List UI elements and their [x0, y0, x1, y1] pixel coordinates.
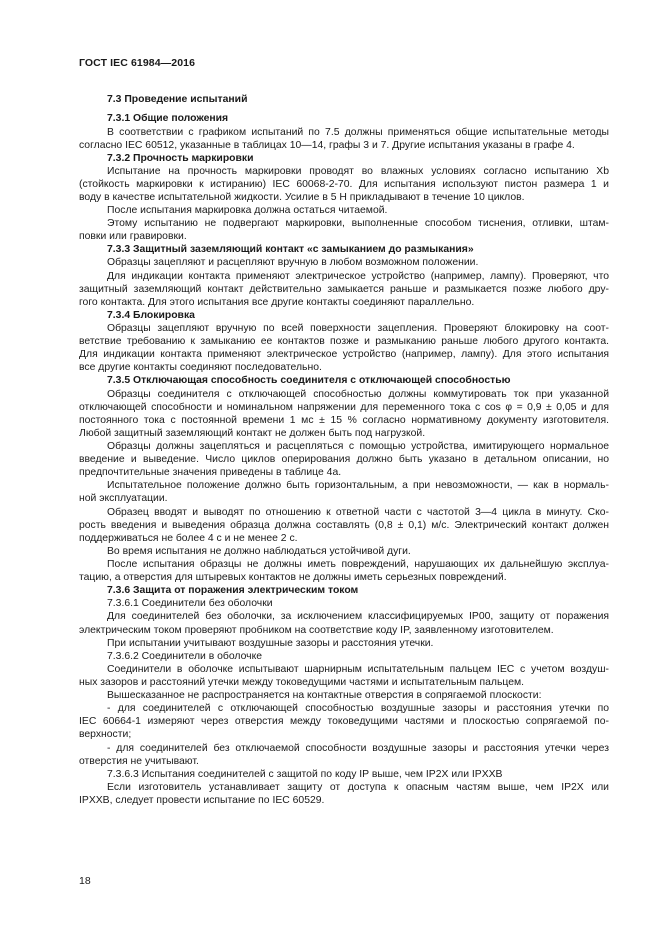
text-line: гого контакта. Для этого испытания все другие контакты соединяют параллельно.: [79, 297, 475, 308]
text-line: электрическим током проверяют пробником на соответствие коду IP, заявленному изготовителем.: [79, 625, 554, 636]
text-line: 7.3.6.2 Соединители в оболочке: [107, 651, 263, 662]
text-line: 7.3.6.3 Испытания соединителей с защитой по коду IP выше, чем IP2X или IPXXB: [107, 769, 503, 780]
text-line: Образец вводят и выводят по отношению к ответной части с частотой 3—4 цикла в минуту. Ско-: [107, 507, 609, 518]
text-line: отверстия не учитывают.: [79, 756, 199, 767]
text-line: IEC 60664-1 измеряют через отверстия между токоведущими частями и плоскостью сопрягаемой по-: [79, 716, 609, 727]
text-line: Образцы должны зацепляться и расцепляться с помощью устройства, имитирующего нормальное: [107, 441, 609, 452]
text-line: верхности;: [79, 729, 132, 740]
text-line: После испытания образцы не должны иметь повреждений, нарушающих их дальнейшую эксплуа-: [107, 559, 609, 570]
page-number: 18: [79, 875, 91, 887]
text-line: Испытательное положение должно быть горизонтальным, а при невозможности, — как в нормаль-: [107, 480, 609, 491]
text-line: повки или гравировки.: [79, 231, 187, 242]
text-line: При испытании учитывают воздушные зазоры и расстояния утечки.: [107, 638, 434, 649]
text-line: - для соединителей с отключающей способностью воздушные зазоры и расстояния утечки по: [107, 703, 609, 714]
text-line: Образцы зацепляют вручную по всей поверхности зацепления. Проверяют блокировку на соот-: [107, 323, 609, 334]
text-line: Для индикации контакта применяют электрическое устройство (например, лампу). Для этого испытания: [79, 349, 609, 360]
section-heading: 7.3.2 Прочность маркировки: [107, 153, 254, 164]
text-line: поддерживаться не более 4 с и не менее 2 с.: [79, 533, 298, 544]
text-line: постоянного тока с постоянной времени 1 мс ± 15 % согласно нормативному документу изготовителя.: [79, 415, 609, 426]
section-heading: 7.3.6 Защита от поражения электрическим током: [107, 585, 359, 596]
text-line: 7.3.6.1 Соединители без оболочки: [107, 598, 273, 609]
text-line: Для соединителей без оболочки, за исключением классифицируемых IP00, защиту от поражения: [107, 611, 609, 622]
text-line: Испытание на прочность маркировки проводят во влажных условиях согласно испытанию Xb: [107, 166, 609, 177]
text-line: После испытания маркировка должна остаться читаемой.: [107, 205, 388, 216]
text-line: Вышесказанное не распространяется на контактные отверстия в сопрягаемой плоскости:: [107, 690, 542, 701]
section-heading: 7.3.4 Блокировка: [107, 310, 195, 321]
text-line: тацию, а отверстия для штыревых контактов не должны иметь серьезных повреждений.: [79, 572, 507, 583]
text-line: Для индикации контакта применяют электрическое устройство (например, лампу). Проверяют, что: [107, 271, 609, 282]
text-line: Если изготовитель устанавливает защиту от доступа к опасным частям выше, чем IP2X или: [107, 782, 609, 793]
document-header: ГОСТ IEC 61984—2016: [79, 57, 196, 69]
text-line: (стойкость маркировки к истиранию) IEC 60068-2-70. Для испытания используют пистон размера 1 и: [79, 179, 609, 190]
text-line: В соответствии с графиком испытаний по 7.5 должны применяться общие испытательные методы: [107, 127, 609, 138]
text-line: IPXXB, следует провести испытание по IEC 60529.: [79, 795, 325, 806]
section-heading: 7.3 Проведение испытаний: [107, 94, 248, 105]
text-line: ветствие требованию к замыканию ее контактов позже и размыканию раньше любого другого контакта.: [79, 336, 609, 347]
text-line: рость введения и выведения образца должна составлять (0,8 ± 0,1) м/с. Электрический контакт должен: [79, 520, 609, 531]
text-line: согласно IEC 60512, указанные в таблицах 10—14, графы 3 и 7. Другие испытания указаны в графе 4.: [79, 140, 575, 151]
section-heading: 7.3.3 Защитный заземляющий контакт «с замыканием до размыкания»: [107, 244, 474, 255]
text-line: - для соединителей без отключаемой способности воздушные зазоры и расстояния утечки через: [107, 743, 609, 754]
text-line: Образцы соединителя с отключающей способностью должны коммутировать ток при указанной: [107, 389, 609, 400]
text-line: ных зазоров и расстояний утечки между токоведущими частями и испытательным пальцем.: [79, 677, 525, 688]
text-line: ной эксплуатации.: [79, 493, 168, 504]
text-line: введение и выведение. Число циклов оперирования должно быть указано в детальном описании, но: [79, 454, 609, 465]
text-line: предпочтительные значения приведены в таблице 4а.: [79, 467, 342, 478]
text-line: воду в качестве испытательной жидкости. Усилие в 5 Н прикладывают в течение 10 циклов.: [79, 192, 525, 203]
text-line: все другие контакты соединяют последовательно.: [79, 362, 322, 373]
section-heading: 7.3.5 Отключающая способность соединителя с отключающей способностью: [107, 375, 511, 386]
text-line: Во время испытания не должно наблюдаться устойчивой дуги.: [107, 546, 411, 557]
text-line: Любой защитный заземляющий контакт не должен быть под нагрузкой.: [79, 428, 426, 439]
text-line: Этому испытанию не подвергают маркировки, выполненные способом тиснения, отливки, штам-: [107, 218, 609, 229]
text-line: отключающей способности и номинальном напряжении для переменного тока с cos φ = 0,9 ± 0,05 и для: [79, 402, 609, 413]
section-heading: 7.3.1 Общие положения: [107, 113, 229, 124]
text-line: защитный заземляющий контакт действительно замыкается раньше и размыкается позже любого дру-: [79, 284, 609, 295]
text-line: Соединители в оболочке испытывают шарнирным испытательным пальцем IEC с учетом воздуш-: [107, 664, 609, 675]
text-line: Образцы зацепляют и расцепляют вручную в любом возможном положении.: [107, 257, 479, 268]
